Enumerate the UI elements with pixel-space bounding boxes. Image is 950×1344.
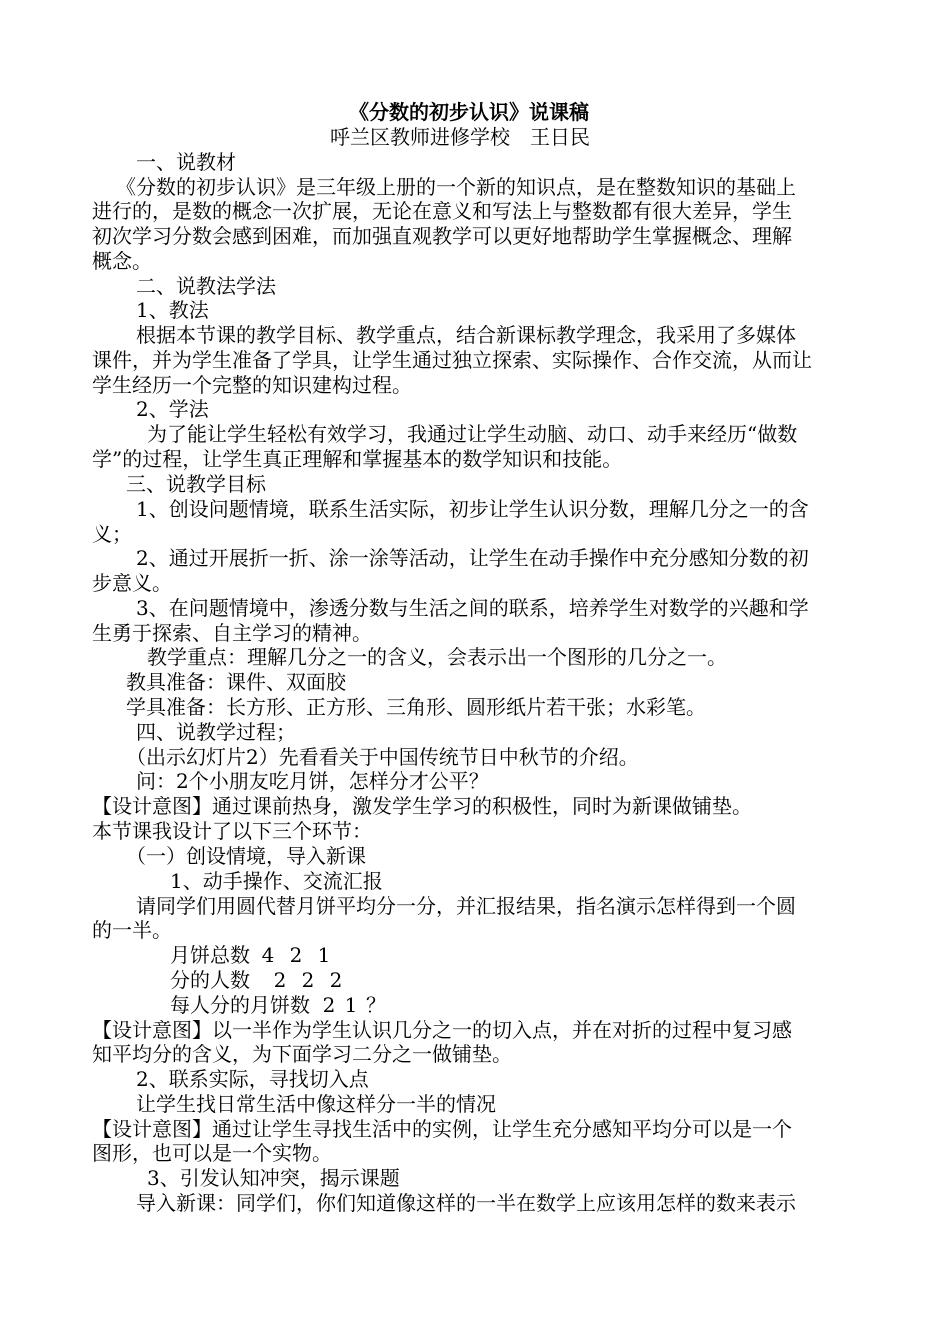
- paragraph-line: 请同学们用圆代替月饼平均分一分，并汇报结果，指名演示怎样得到一个圆: [136, 894, 796, 918]
- paragraph-line: 学”的过程，让学生真正理解和掌握基本的数学知识和技能。: [92, 447, 623, 471]
- paragraph-line: 知平均分的含义，为下面学习二分之一做铺垫。: [92, 1042, 512, 1066]
- paragraph-line: 进行的，是数的概念一次扩展，无论在意义和写法上与整数都有很大差异，学生: [92, 199, 792, 223]
- paragraph-line: 1、创设问题情境，联系生活实际，初步让学生认识分数，理解几分之一的含: [136, 497, 809, 521]
- table-row: [170, 992, 390, 1018]
- section-heading: 二、说教法学法: [136, 274, 276, 298]
- cell: 1: [317, 943, 331, 967]
- cell: 1: [344, 993, 358, 1017]
- subsection-heading: （一）创设情境，导入新课: [126, 844, 366, 868]
- paragraph-line: 生勇于探索、自主学习的精神。: [92, 621, 372, 645]
- paragraph-line: 初次学习分数会感到困难，而加强直观教学可以更好地帮助学生掌握概念、理解: [92, 224, 792, 248]
- paragraph-line: 学具准备：长方形、正方形、三角形、圆形纸片若干张；水彩笔。: [126, 695, 706, 719]
- paragraph-line: 根据本节课的教学目标、教学重点，结合新课标教学理念，我采用了多媒体: [136, 323, 796, 347]
- paragraph-line: 问：2个小朋友吃月饼，怎样分才公平？: [136, 769, 489, 793]
- paragraph-line: 《分数的初步认识》是三年级上册的一个新的知识点，是在整数知识的基础上: [116, 175, 796, 199]
- subsection-heading: 1、动手操作、交流汇报: [170, 869, 383, 893]
- cell: ？: [366, 993, 386, 1017]
- paragraph-line: 概念。: [92, 249, 152, 273]
- paragraph-line: 课件，并为学生准备了学具，让学生通过独立探索、实际操作、合作交流，从而让: [92, 348, 812, 372]
- cell: 2: [322, 993, 336, 1017]
- row-label: 分的人数: [170, 968, 250, 992]
- paragraph-line: 教具准备：课件、双面胶: [126, 670, 346, 694]
- author-line: 呼兰区教师进修学校 王日民: [330, 125, 590, 149]
- section-heading: 三、说教学目标: [126, 472, 266, 496]
- table-row: [170, 942, 338, 968]
- table-row: [170, 967, 350, 993]
- paragraph-line: 为了能让学生轻松有效学习，我通过让学生动脑、动口、动手来经历“做数: [147, 422, 798, 446]
- subsection-heading: 3、引发认知冲突，揭示课题: [147, 1166, 400, 1190]
- subsection-heading: 2、学法: [136, 397, 209, 421]
- cell: 4: [261, 943, 275, 967]
- paragraph-line: 3、在问题情境中，渗透分数与生活之间的联系，培养学生对数学的兴趣和学: [136, 596, 809, 620]
- paragraph-line: 教学重点：理解几分之一的含义，会表示出一个图形的几分之一。: [147, 645, 727, 669]
- subsection-heading: 1、教法: [136, 298, 209, 322]
- paragraph-line: 的一半。: [92, 918, 172, 942]
- paragraph-line: 本节课我设计了以下三个环节：: [92, 819, 372, 843]
- section-heading: 一、说教材: [136, 150, 236, 174]
- design-intent-line: 【设计意图】通过课前热身，激发学生学习的积极性，同时为新课做铺垫。: [92, 794, 752, 818]
- paragraph-line: 学生经历一个完整的知识建构过程。: [92, 373, 412, 397]
- paragraph-line: 让学生找日常生活中像这样分一半的情况: [136, 1092, 496, 1116]
- section-heading: 四、说教学过程；: [136, 720, 296, 744]
- paragraph-line: （出示幻灯片2）先看看关于中国传统节日中秋节的介绍。: [126, 745, 639, 769]
- paragraph-line: 图形，也可以是一个实物。: [92, 1141, 332, 1165]
- row-label: 每人分的月饼数: [170, 993, 310, 1017]
- doc-title: 《分数的初步认识》说课稿: [349, 100, 589, 124]
- cell: 2: [329, 968, 343, 992]
- subsection-heading: 2、联系实际，寻找切入点: [136, 1067, 369, 1091]
- cell: 2: [273, 968, 287, 992]
- paragraph-line: 步意义。: [92, 571, 172, 595]
- cell: 2: [301, 968, 315, 992]
- paragraph-line: 2、通过开展折一折、涂一涂等活动，让学生在动手操作中充分感知分数的初: [136, 546, 809, 570]
- design-intent-line: 【设计意图】通过让学生寻找生活中的实例，让学生充分感知平均分可以是一个: [92, 1117, 792, 1141]
- paragraph-line: 导入新课：同学们，你们知道像这样的一半在数学上应该用怎样的数来表示: [136, 1191, 796, 1215]
- cell: 2: [289, 943, 303, 967]
- design-intent-line: 【设计意图】以一半作为学生认识几分之一的切入点，并在对折的过程中复习感: [92, 1018, 792, 1042]
- paragraph-line: 义；: [92, 522, 132, 546]
- row-label: 月饼总数: [170, 943, 250, 967]
